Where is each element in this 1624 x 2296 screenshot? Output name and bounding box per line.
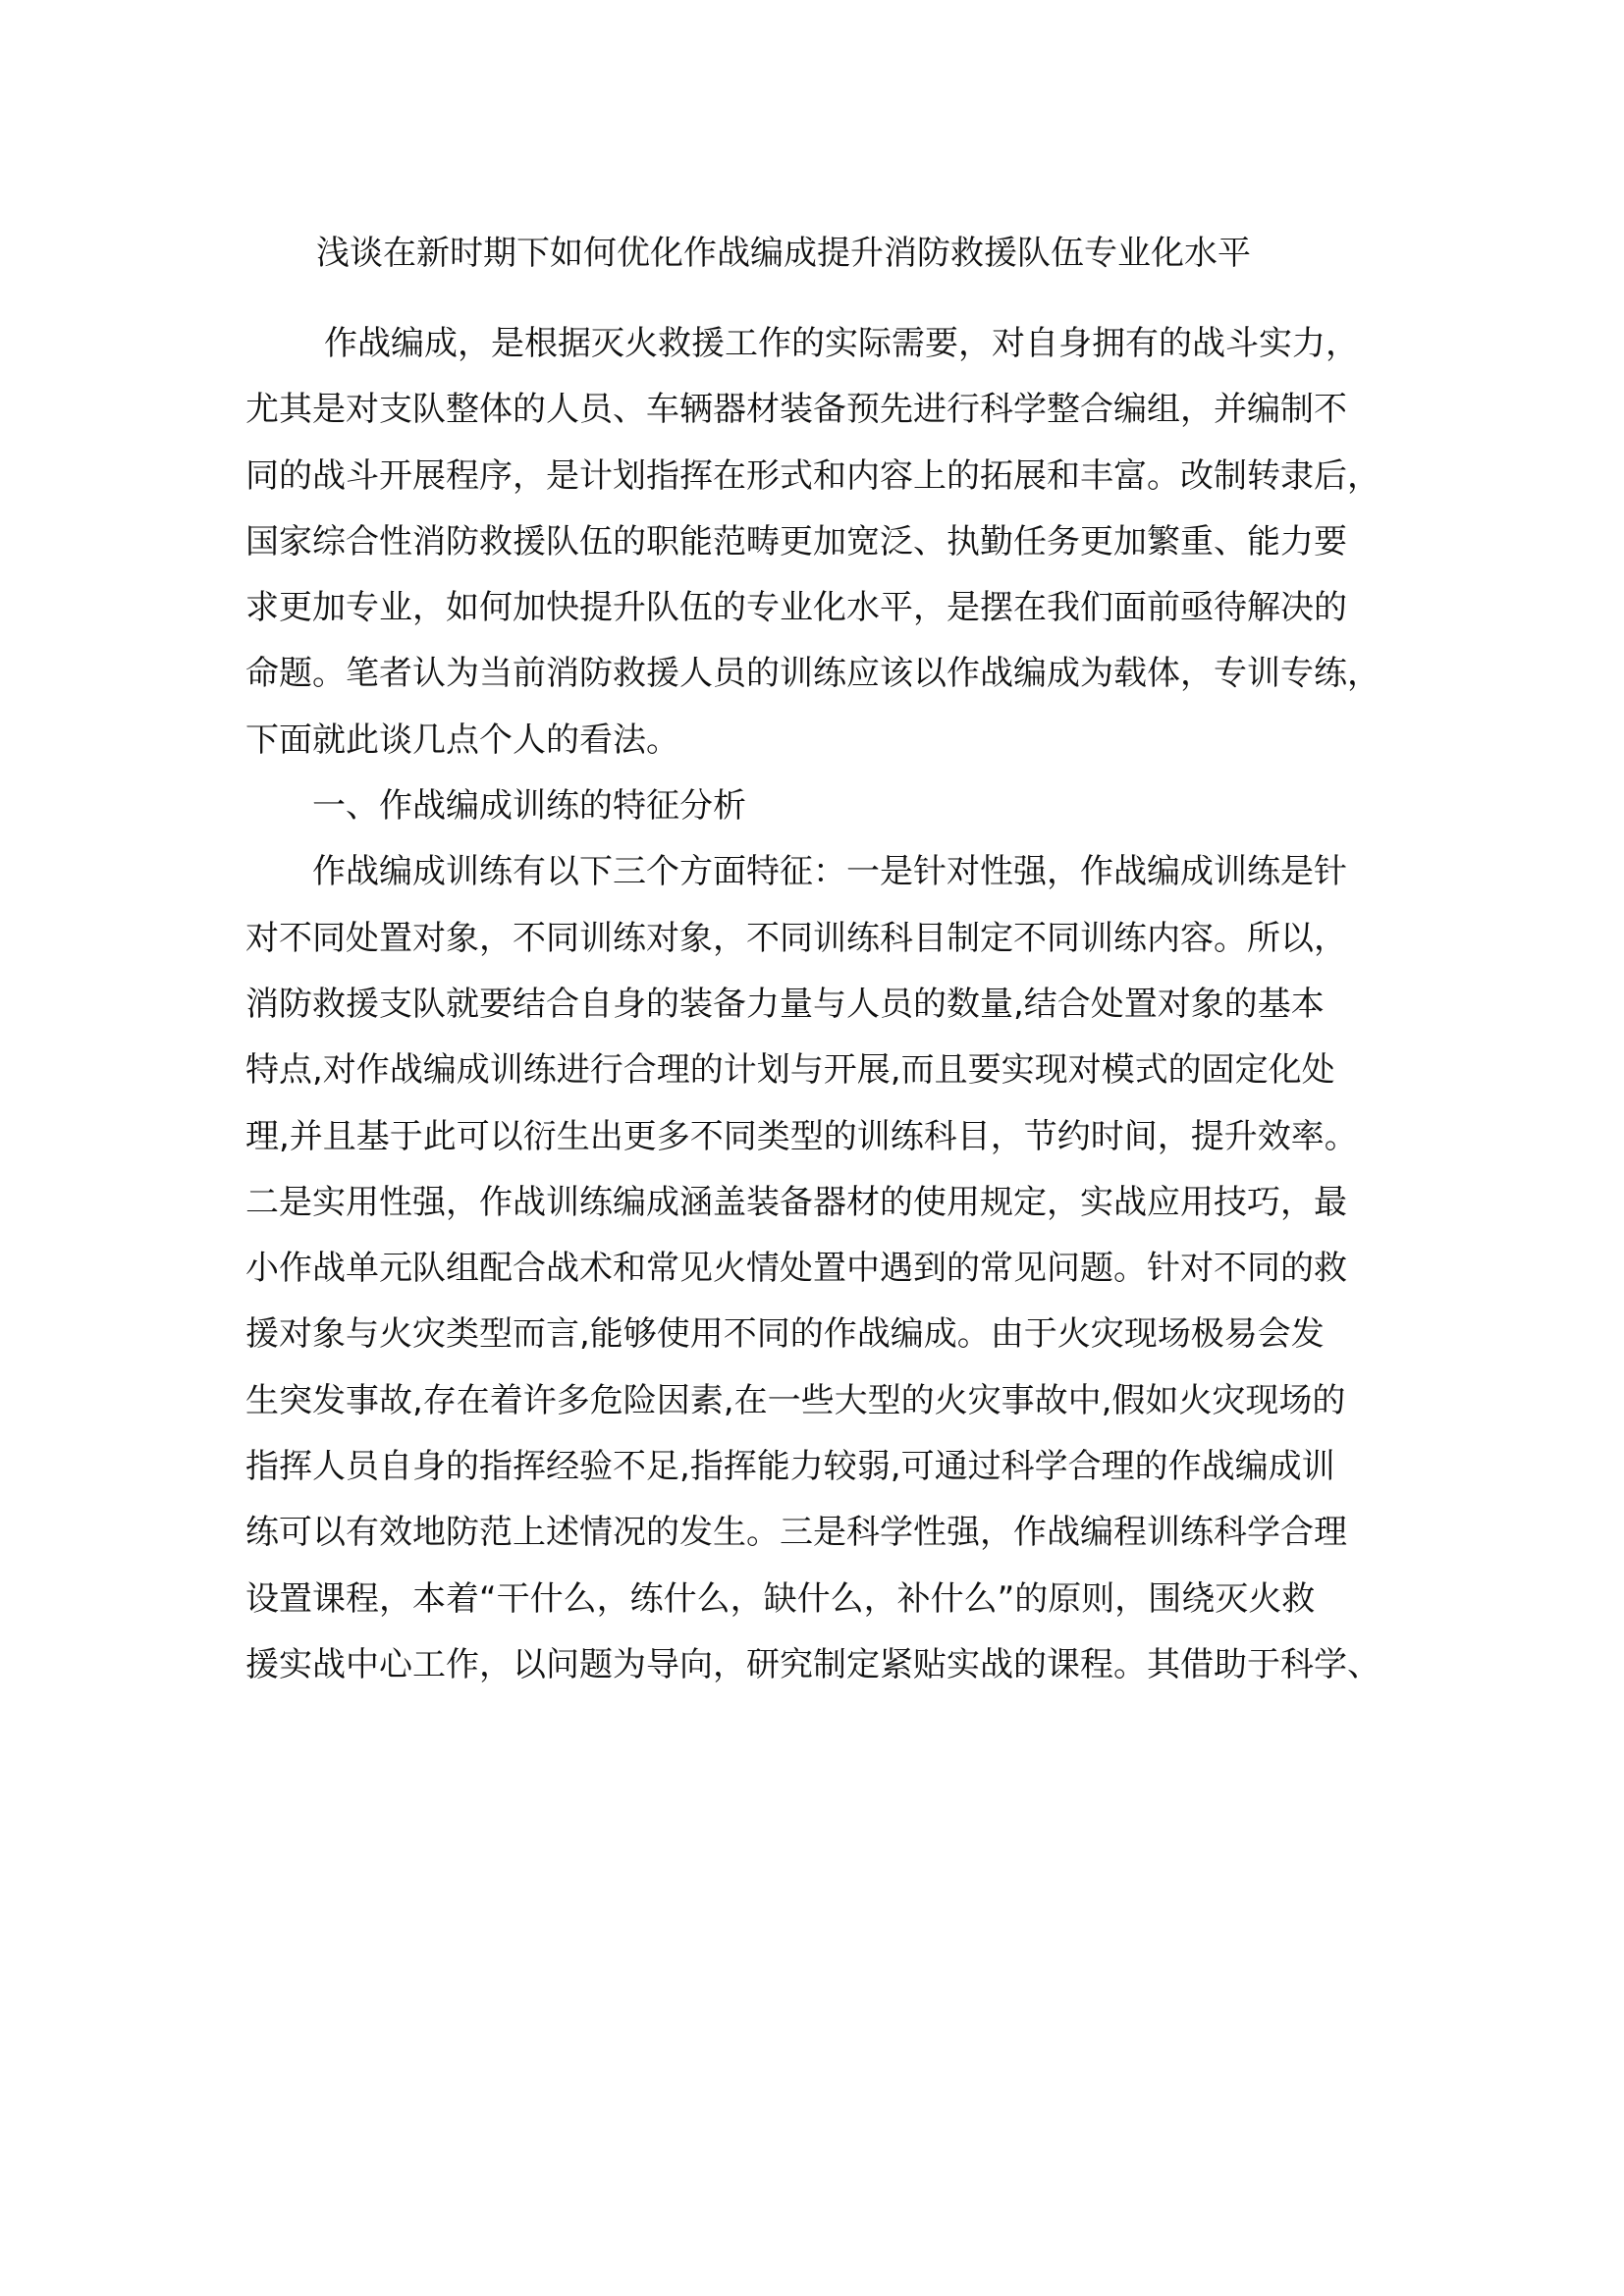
text-line: 援对象与火灾类型而言,能够使用不同的作战编成。由于火灾现场极易会发	[245, 1314, 1325, 1355]
text-line: 特点,对作战编成训练进行合理的计划与开展,而且要实现对模式的固定化处	[245, 1050, 1335, 1091]
text-line: 同的战斗开展程序，是计划指挥在形式和内容上的拓展和丰富。改制转隶后，	[245, 455, 1380, 496]
text-line: 对不同处置对象，不同训练对象，不同训练科目制定不同训练内容。所以，	[245, 918, 1347, 958]
text-line: 尤其是对支队整体的人员、车辆器材装备预先进行科学整合编组，并编制不	[245, 390, 1347, 430]
text-line: 理,并且基于此可以衍生出更多不同类型的训练科目，节约时间，提升效率。	[245, 1116, 1358, 1156]
document-body	[245, 324, 1424, 1711]
text-line: 指挥人员自身的指挥经验不足,指挥能力较弱,可通过科学合理的作战编成训	[245, 1447, 1335, 1487]
section-1-heading: 一、作战编成训练的特征分析	[312, 786, 746, 827]
text-line: 援实战中心工作，以问题为导向，研究制定紧贴实战的课程。其借助于科学、	[245, 1644, 1380, 1684]
text-line: 下面就此谈几点个人的看法。	[245, 720, 679, 760]
text-line: 小作战单元队组配合战术和常见火情处置中遇到的常见问题。针对不同的救	[245, 1249, 1347, 1289]
text-line: 国家综合性消防救援队伍的职能范畴更加宽泛、执勤任务更加繁重、能力要	[245, 521, 1347, 561]
text-line: 设置课程，本着“干什么，练什么，缺什么，补什么”的原则，围绕灭火救	[245, 1578, 1316, 1619]
text-line: 求更加专业，如何加快提升队伍的专业化水平，是摆在我们面前亟待解决的	[245, 588, 1347, 628]
document-title: 浅谈在新时期下如何优化作战编成提升消防救援队伍专业化水平	[316, 234, 1251, 273]
text-line: 作战编成训练有以下三个方面特征：一是针对性强，作战编成训练是针	[312, 852, 1347, 892]
text-line: 消防救援支队就要结合自身的装备力量与人员的数量,结合处置对象的基本	[245, 984, 1325, 1024]
text-line: 二是实用性强，作战训练编成涵盖装备器材的使用规定，实战应用技巧，最	[245, 1182, 1347, 1222]
text-line: 作战编成，是根据灭火救援工作的实际需要，对自身拥有的战斗实力，	[324, 324, 1359, 363]
section-heading	[245, 786, 1424, 852]
text-line: 生突发事故,存在着许多危险因素,在一些大型的火灾事故中,假如火灾现场的	[245, 1380, 1346, 1420]
text-line: 练可以有效地防范上述情况的发生。三是科学性强，作战编程训练科学合理	[245, 1513, 1347, 1553]
paragraph-section-1	[245, 852, 1424, 1711]
text-line: 命题。笔者认为当前消防救援人员的训练应该以作战编成为载体，专训专练，	[245, 654, 1380, 694]
paragraph-intro	[245, 324, 1424, 786]
